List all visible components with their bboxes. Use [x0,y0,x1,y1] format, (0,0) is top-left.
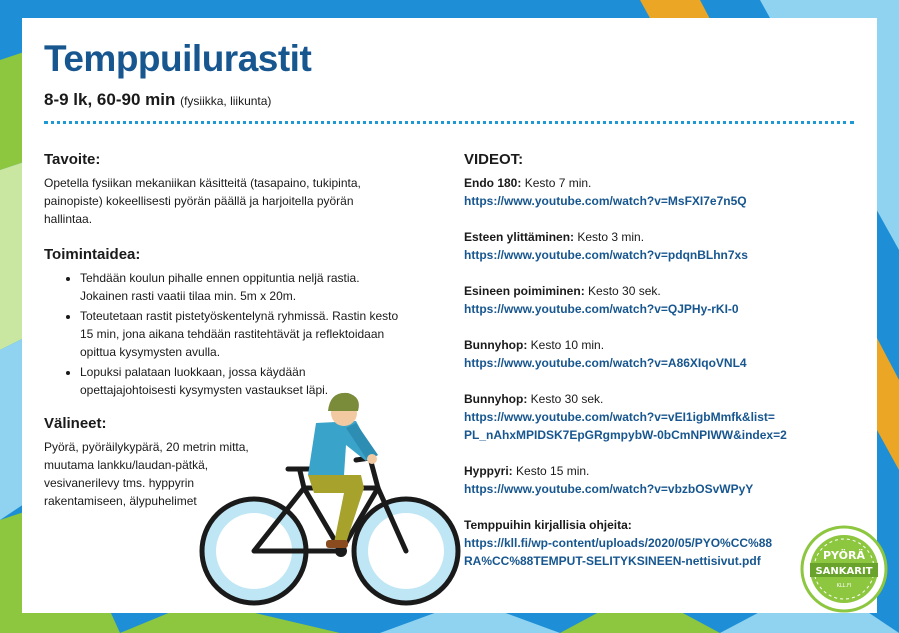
video-duration: Kesto 7 min. [521,176,592,190]
video-name: Endo 180: [464,176,522,190]
video-link[interactable]: https://www.youtube.com/watch?v=A86XIqoVNL4 [464,356,747,370]
tavoite-heading: Tavoite: [44,151,101,168]
right-column [464,151,854,588]
video-duration: Kesto 15 min. [512,464,590,478]
valineet-heading: Välineet: [44,415,107,432]
video-link-line[interactable]: https://www.youtube.com/watch?v=vEI1igbMmfk&list= [464,410,775,424]
video-duration: Kesto 3 min. [574,230,645,244]
logo-line2: SANKARIT [815,566,873,577]
content-card [22,18,877,613]
video-link[interactable]: https://www.youtube.com/watch?v=vbzbOSvWPyY [464,482,754,496]
instructions-link[interactable] [464,534,854,570]
video-link-line[interactable]: PL_nAhxMPIDSK7EpGRgmpybW-0bCmNPIWW&index=2 [464,428,787,442]
subtitle-main: 8-9 lk, 60-90 min [44,90,176,109]
video-item [464,174,854,210]
page-subtitle [44,90,271,110]
list-item: • Lopuksi palataan luokkaan, jossa käydään opettajajohtoisesti kysymysten vastaukset läpi. [80,363,404,399]
valineet-line: rakentamiseen, älypuhelimet [44,494,197,508]
video-link-line[interactable]: RA%CC%88TEMPUT-SELITYKSINEEN-nettisivut.pdf [464,554,761,568]
video-name: Bunnyhop: [464,392,528,406]
list-item: • Tehdään koulun pihalle ennen oppituntia neljä rastia. Jokainen rasti vaatii tilaa min. 5m x 20m. [80,269,404,305]
video-duration: Kesto 30 sek. [584,284,661,298]
video-item [464,516,854,570]
helmet-icon [328,393,359,411]
video-link-line[interactable]: https://kll.fi/wp-content/uploads/2020/05/PYO%CC%88 [464,536,773,550]
logo-line1: PYÖRÄ [823,549,865,562]
video-item [464,228,854,264]
page-title: Temppuilurastit [44,38,312,79]
toimintaidea-list [44,269,404,399]
video-link[interactable]: https://www.youtube.com/watch?v=MsFXI7e7n5Q [464,194,747,208]
section-toimintaidea [44,246,404,399]
video-duration: Kesto 10 min. [527,338,605,352]
pyorasankarit-logo [800,525,888,613]
video-name: Temppuihin kirjallisia ohjeita: [464,518,632,532]
video-link[interactable]: https://www.youtube.com/watch?v=QJPHy-rKI-0 [464,302,739,316]
video-link[interactable] [464,408,854,444]
cyclist-illustration [196,383,466,613]
tavoite-text: Opetella fysiikan mekaniikan käsitteitä (tasapaino, tukipinta, painopiste) kokeellisesti pyörän päällä ja harjoitella pyörän hallintaa. [44,176,361,226]
valineet-line: vesivanerilevy tms. hyppyrin [44,476,195,490]
video-name: Hyppyri: [464,464,513,478]
section-tavoite [44,151,404,228]
toimintaidea-heading: Toimintaidea: [44,246,141,263]
subtitle-note: (fysiikka, liikunta) [180,94,272,108]
logo-line3: KLL.FI [836,583,852,589]
video-item [464,282,854,318]
list-item: • Toteutetaan rastit pistetyöskentelynä ryhmissä. Rastin kesto 15 min, jona aikana tehdään rastitehtävät ja reflektoidaan opittua kysymysten avulla. [80,307,404,361]
video-name: Esteen ylittäminen: [464,230,575,244]
valineet-line: muutama lankku/laudan-pätkä, [44,458,209,472]
dotted-divider [44,121,854,124]
videot-heading: VIDEOT: [464,151,524,168]
video-item [464,336,854,372]
valineet-line: Pyörä, pyöräilykypärä, 20 metrin mitta, [44,440,249,454]
video-name: Bunnyhop: [464,338,528,352]
video-name: Esineen poimiminen: [464,284,585,298]
video-link[interactable]: https://www.youtube.com/watch?v=pdqnBLhn7xs [464,248,748,262]
video-item [464,390,854,444]
video-duration: Kesto 30 sek. [527,392,604,406]
video-item [464,462,854,498]
